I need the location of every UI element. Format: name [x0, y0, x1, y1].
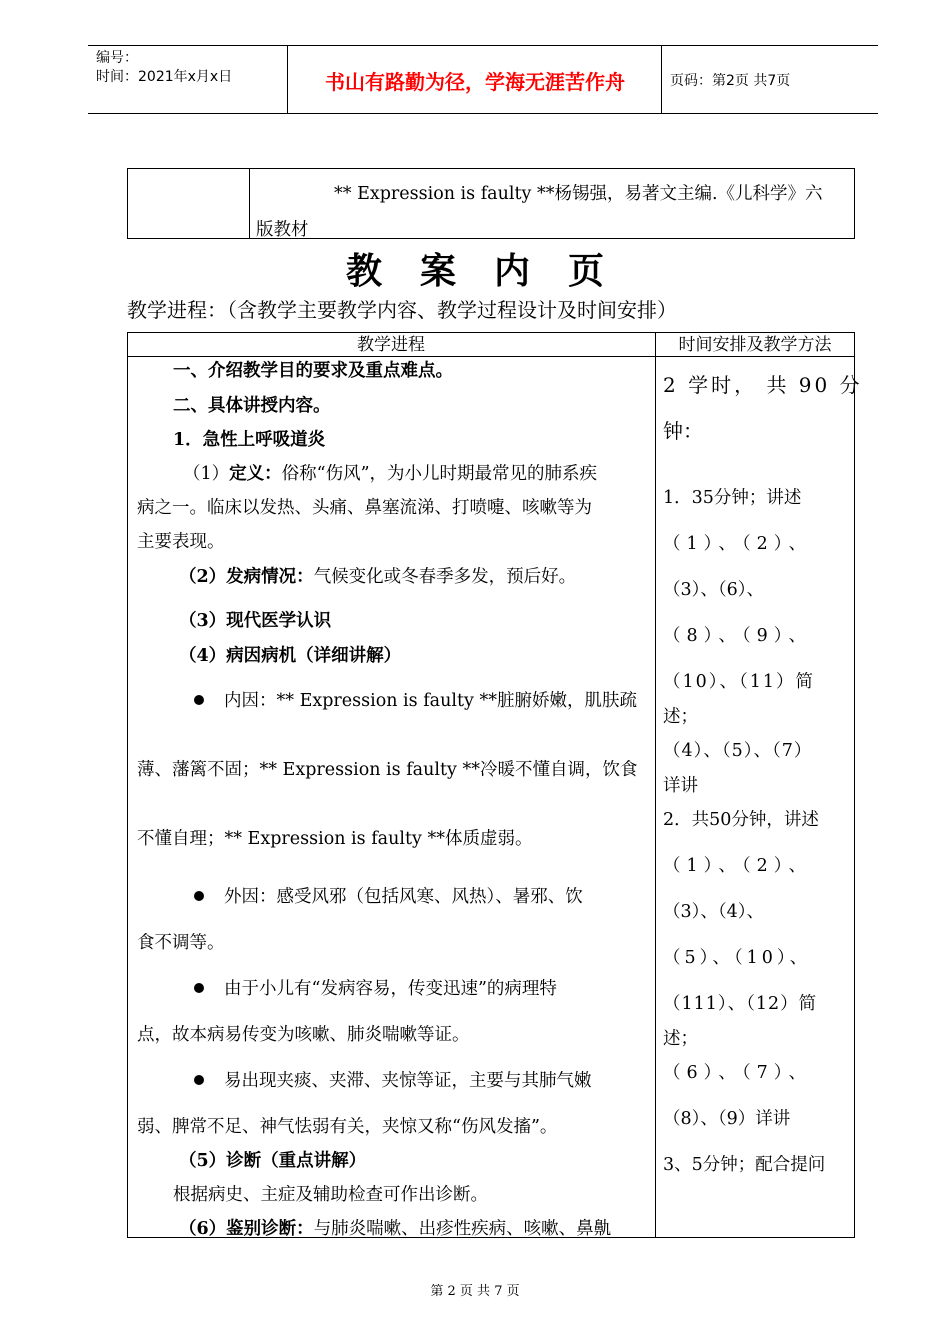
time-line-9: （4）、（5）、（7）: [663, 741, 813, 761]
page-subtitle: 教学进程：（含教学主要教学内容、教学过程设计及时间安排）: [127, 298, 677, 322]
section-2: 二、具体讲授内容。: [173, 396, 331, 416]
diagnosis-heading: （5）诊断（重点讲解）: [179, 1151, 367, 1171]
serial-label: 编号：: [96, 50, 138, 66]
header-top-rule: [88, 45, 878, 46]
definition-line-2: 病之一。临床以发热、头痛、鼻塞流涕、打喷嚏、咳嗽等为: [137, 498, 592, 518]
time-line-10: 详讲: [663, 776, 698, 796]
bullet-internal-line-3: 不懂自理；** Expression is faulty **体质虚弱。: [137, 829, 533, 849]
header-divider: [661, 45, 662, 113]
definition-line-1: （1）定义：俗称“伤风”，为小儿时期最常见的肺系疾: [183, 464, 598, 484]
bullet-icon: [194, 983, 204, 993]
onset-line: （2）发病情况：气候变化或冬春季多发，预后好。: [179, 567, 577, 587]
time-total-line-1: 2 学时， 共 90 分: [663, 373, 863, 397]
reference-line-2: 版教材: [256, 220, 309, 240]
section-1: 一、介绍教学目的要求及重点难点。: [173, 361, 453, 381]
bullet-complication-line-2: 弱、脾常不足、神气怯弱有关，夹惊又称“伤风发搐”。: [137, 1117, 558, 1137]
bullet-external-line-2: 食不调等。: [137, 933, 225, 953]
time-line-12: （1）、（2）、: [663, 856, 813, 876]
bullet-internal-line-1: 内因：** Expression is faulty **脏腑娇嫩，肌肤疏: [194, 687, 637, 712]
time-line-16: 述；: [663, 1029, 698, 1049]
time-line-14: （5）、（10）、: [663, 948, 812, 968]
page-title: 教案内页: [345, 250, 642, 292]
bullet-icon: [194, 695, 204, 705]
bullet-pathology-line-1: 由于小儿有“发病容易，传变迅速”的病理特: [194, 975, 557, 1000]
reference-line-1: ** Expression is faulty **杨锡强，易著文主编.《儿科学》六: [334, 184, 823, 204]
table-column-divider: [655, 332, 656, 1238]
time-line-3: 1．35分钟；讲述: [663, 488, 802, 508]
bullet-pathology-line-2: 点，故本病易传变为咳嗽、肺炎喘嗽等证。: [137, 1025, 470, 1045]
header-divider: [287, 45, 288, 113]
time-label: 时间：2021年x月x日: [96, 69, 233, 85]
bullet-external-line-1: 外因：感受风邪（包括风寒、风热）、暑邪、饮: [194, 883, 583, 908]
reference-divider: [249, 168, 250, 239]
column-header-time: 时间安排及教学方法: [678, 335, 832, 355]
page-footer: 第 2 页 共 7 页: [430, 1284, 520, 1299]
etiology-heading: （4）病因病机（详细讲解）: [179, 646, 402, 666]
topic-heading: 1．急性上呼吸道炎: [173, 430, 326, 450]
column-header-process: 教学进程: [357, 335, 425, 355]
bullet-icon: [194, 891, 204, 901]
diagnosis-text: 根据病史、主症及辅助检查可作出诊断。: [173, 1185, 488, 1205]
header-motto: 书山有路勤为径，学海无涯苦作舟: [325, 70, 625, 94]
time-line-18: （8）、（9）详讲: [663, 1109, 791, 1129]
definition-line-3: 主要表现。: [137, 532, 225, 552]
bullet-icon: [194, 1075, 204, 1085]
differential-line: （6）鉴别诊断：与肺炎喘嗽、出疹性疾病、咳嗽、鼻鼽: [179, 1219, 612, 1239]
time-line-8: 述；: [663, 707, 698, 727]
time-line-4: （1）、（2）、: [663, 534, 813, 554]
time-line-19: 3、5分钟；配合提问: [663, 1155, 826, 1175]
modern-medicine-heading: （3）现代医学认识: [179, 611, 332, 631]
time-line-6: （8）、（9）、: [663, 626, 813, 646]
time-total-line-2: 钟：: [663, 419, 703, 443]
time-line-5: （3）、（6）、: [663, 580, 765, 600]
time-line-7: （10）、（11）简: [663, 672, 816, 692]
time-line-15: （111）、（12）简: [663, 994, 818, 1014]
bullet-internal-line-2: 薄、藩篱不固；** Expression is faulty **冷暖不懂自调，饮食: [137, 760, 638, 780]
time-line-17: （6）、（7）、: [663, 1063, 813, 1083]
bullet-complication-line-1: 易出现夹痰、夹滞、夹惊等证，主要与其肺气嫩: [194, 1067, 592, 1092]
time-line-11: 2．共50分钟，讲述: [663, 810, 819, 830]
time-line-13: （3）、（4）、: [663, 902, 765, 922]
page-label: 页码：第2页 共7页: [670, 73, 791, 89]
header-bottom-rule: [88, 113, 878, 114]
